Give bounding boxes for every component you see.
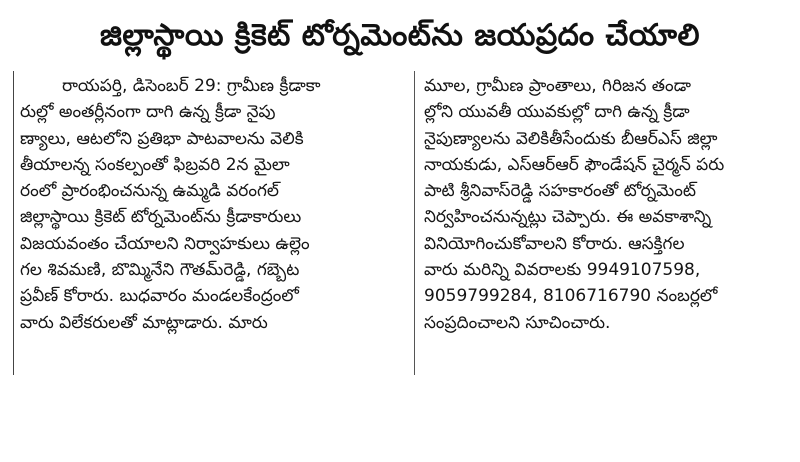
article-line: ణ్యాలు, ఆటలోని ప్రతిభా పాటవాలను వెలికి [20,128,304,149]
article-line: విజయవంతం చేయాలని నిర్వాహకులు ఉల్లెం [20,233,310,254]
article-line: ప్రవీణ్ కోరారు. బుధవారం మండలకేంద్రంలో [20,286,299,307]
article-column-right [424,73,794,336]
article-line: గల శివమణి, బొమ్మినేని గౌతమ్‌రెడ్డి, గబ్బెట [20,260,300,281]
column-divider [414,71,415,375]
article-line: నైపుణ్యాలను వెలికితీసేందుకు బీఆర్ఎస్ జిల్లా [424,128,718,149]
column-border-left [13,71,14,375]
article-line: ల్లోని యువతీ యువకుల్లో దాగి ఉన్న క్రీడా [424,102,690,123]
article-line: వినియోగించుకోవాలని కోరారు. ఆసక్తిగల [424,233,685,254]
article-headline: జిల్లాస్థాయి క్రికెట్ టోర్నమెంట్‌ను జయప్రదం చేయాలి [100,18,700,53]
article-column-left [20,73,405,336]
article-line: నాయకుడు, ఎస్ఆర్ఆర్ ఫౌండేషన్ చైర్మన్ పరు [424,154,725,175]
article-line: పాటి శ్రీనివాస్‌రెడ్డి సహకారంతో టోర్నమెంట్ [424,181,697,202]
article-line: జిల్లాస్థాయి క్రికెట్ టోర్నమెంట్‌ను క్రీడాకారులు [20,207,302,228]
article-line: వారు మరిన్ని వివరాలకు 9949107598, [424,260,701,281]
article-line: నిర్వహించనున్నట్లు చెప్పారు. ఈ అవకాశాన్ని [424,207,712,228]
article-line: మూల, గ్రామీణ ప్రాంతాలు, గిరిజన తండా [424,76,691,96]
article-line: వారు విలేకరులతో మాట్లాడారు. మారు [20,312,268,333]
article-line: తీయాలన్న సంకల్పంతో ఫిబ్రవరి 2న మైలా [20,154,290,175]
article-line: రాయపర్తి, డిసెంబర్ 29: గ్రామీణ క్రీడాకా [62,76,321,96]
article-line: సంప్రదించాలని సూచించారు. [424,312,611,333]
article-line: 9059799284, 8106716790 నంబర్లలో [424,286,718,307]
article-line: రంలో ప్రారంభించనున్న ఉమ్మడి వరంగల్ [20,181,279,202]
article-line: రుల్లో అంతర్లీనంగా దాగి ఉన్న క్రీడా నైపు [20,102,276,123]
